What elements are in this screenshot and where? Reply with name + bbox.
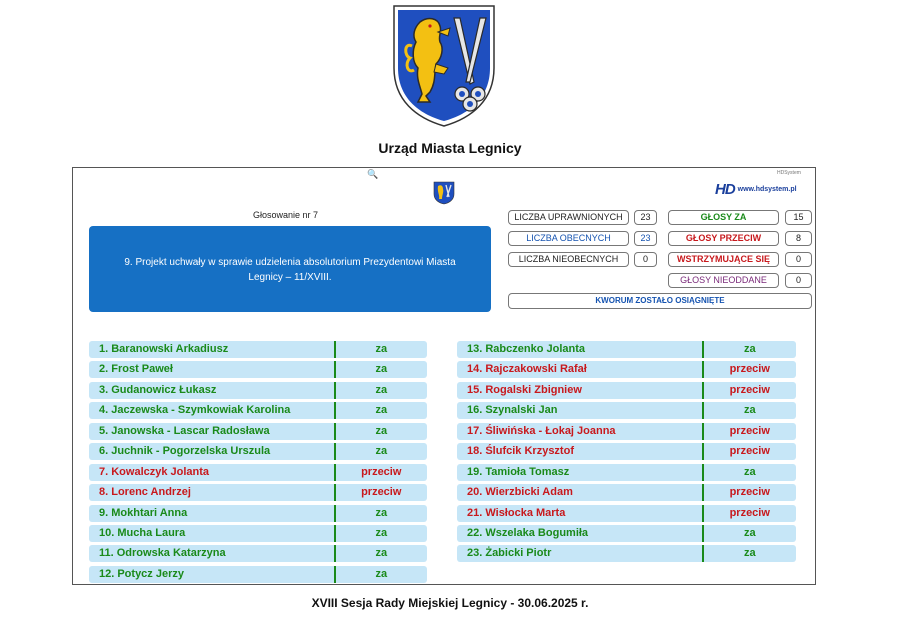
councillor-name: 10. Mucha Laura — [99, 526, 186, 539]
page-title: Urząd Miasta Legnicy — [378, 140, 522, 156]
vote-number-label: Głosowanie nr 7 — [253, 210, 319, 220]
stat-obecnych-value: 23 — [634, 231, 657, 246]
hd-logo-url: www.hdsystem.pl — [737, 186, 797, 193]
councillor-name: 6. Juchnik - Pogorzelska Urszula — [99, 445, 271, 458]
vote-value: za — [375, 445, 388, 458]
stat-przeciw-label: GŁOSY PRZECIW — [668, 231, 779, 246]
vote-row — [89, 505, 427, 522]
vote-row — [457, 423, 796, 440]
vote-value: przeciw — [729, 383, 770, 396]
vote-row — [89, 484, 427, 501]
councillor-name: 4. Jaczewska - Szymkowiak Karolina — [99, 404, 291, 417]
stat-wstrzymujace-label: WSTRZYMUJĄCE SIĘ — [668, 252, 779, 267]
vote-value: przeciw — [361, 465, 402, 478]
councillor-name: 16. Szynalski Jan — [467, 404, 558, 417]
vote-row — [457, 402, 796, 419]
vote-value: za — [375, 506, 388, 519]
vote-row — [89, 566, 427, 583]
vote-row — [89, 443, 427, 460]
stat-nieobecnych-value: 0 — [634, 252, 657, 267]
councillor-name: 9. Mokhtari Anna — [99, 506, 188, 519]
councillor-name: 14. Rajczakowski Rafał — [467, 363, 587, 376]
vote-value: za — [743, 465, 756, 478]
stat-nieoddane-value: 0 — [785, 273, 812, 288]
stat-za-label: GŁOSY ZA — [668, 210, 779, 225]
vote-value: przeciw — [729, 424, 770, 437]
vote-value: za — [375, 363, 388, 376]
vote-row — [89, 341, 427, 358]
vote-value: przeciw — [729, 486, 770, 499]
vote-value: przeciw — [361, 486, 402, 499]
voting-board — [72, 167, 816, 585]
councillor-name: 23. Żabicki Piotr — [467, 547, 552, 560]
vote-value: za — [743, 404, 756, 417]
hdsystem-logo — [715, 181, 797, 198]
councillors-list-left — [89, 341, 427, 586]
councillor-name: 8. Lorenc Andrzej — [99, 486, 191, 499]
councillor-name: 12. Potycz Jerzy — [99, 567, 184, 580]
vote-row — [457, 464, 796, 481]
vote-value: za — [375, 424, 388, 437]
vote-value: za — [375, 526, 388, 539]
councillor-name: 13. Rabczenko Jolanta — [467, 343, 585, 355]
councillor-name: 1. Baranowski Arkadiusz — [99, 343, 229, 355]
vote-row — [457, 361, 796, 378]
vote-value: przeciw — [729, 363, 770, 376]
vote-value: za — [743, 343, 756, 355]
councillor-name: 3. Gudanowicz Łukasz — [99, 383, 217, 396]
councillor-name: 18. Ślufcik Krzysztof — [467, 445, 574, 458]
vote-row — [89, 464, 427, 481]
councillor-name: 22. Wszelaka Bogumiła — [467, 526, 589, 539]
stat-uprawnionych-value: 23 — [634, 210, 657, 225]
stat-wstrzymujace-value: 0 — [785, 252, 812, 267]
quorum-status: KWORUM ZOSTAŁO OSIĄGNIĘTE — [508, 293, 812, 309]
vote-row — [457, 525, 796, 542]
stat-obecnych-label: LICZBA OBECNYCH — [508, 231, 629, 246]
vote-value: przeciw — [729, 506, 770, 519]
vote-row — [89, 545, 427, 562]
city-crest-logo — [390, 2, 498, 128]
councillor-name: 17. Śliwińska - Łokaj Joanna — [467, 424, 616, 437]
vote-value: za — [375, 383, 388, 396]
vote-value: za — [743, 526, 756, 539]
stat-za-value: 15 — [785, 210, 812, 225]
vote-row — [89, 361, 427, 378]
magnifier-icon: 🔍 — [367, 169, 379, 179]
councillor-name: 20. Wierzbicki Adam — [467, 486, 573, 499]
vote-row — [89, 402, 427, 419]
vote-row — [457, 443, 796, 460]
vote-row — [457, 341, 796, 358]
councillors-list-right — [457, 341, 796, 566]
vote-row — [457, 484, 796, 501]
hd-logo-mark: HD — [715, 181, 735, 198]
stat-nieobecnych-label: LICZBA NIEOBECNYCH — [508, 252, 629, 267]
vote-row — [457, 382, 796, 399]
councillor-name: 15. Rogalski Zbigniew — [467, 383, 582, 396]
vote-value: za — [743, 547, 756, 560]
vote-row — [89, 525, 427, 542]
councillor-name: 5. Janowska - Lascar Radosława — [99, 424, 270, 437]
vote-value: za — [375, 547, 388, 560]
hdsystem-caption: HDSystem — [777, 170, 801, 176]
councillor-name: 11. Odrowska Katarzyna — [99, 547, 226, 560]
session-footer: XVIII Sesja Rady Miejskiej Legnicy - 30.06.2025 r. — [311, 596, 589, 610]
resolution-topic-text: 9. Projekt uchwały w sprawie udzielenia absolutorium Prezydentowi Miasta Legnicy – 11/XVIII. — [124, 257, 456, 283]
councillor-name: 21. Wisłocka Marta — [467, 506, 566, 519]
vote-value: za — [375, 404, 388, 417]
resolution-topic-panel — [89, 226, 491, 312]
stat-nieoddane-label: GŁOSY NIEODDANE — [668, 273, 779, 288]
councillor-name: 2. Frost Paweł — [99, 363, 173, 376]
vote-row — [457, 545, 796, 562]
councillor-name: 19. Tamioła Tomasz — [467, 465, 570, 478]
stat-przeciw-value: 8 — [785, 231, 812, 246]
small-crest-icon — [433, 181, 455, 205]
vote-row — [457, 505, 796, 522]
vote-value: przeciw — [729, 445, 770, 458]
councillor-name: 7. Kowalczyk Jolanta — [99, 465, 210, 478]
vote-row — [89, 382, 427, 399]
vote-value: za — [375, 343, 388, 355]
vote-value: za — [375, 567, 388, 580]
vote-row — [89, 423, 427, 440]
stat-uprawnionych-label: LICZBA UPRAWNIONYCH — [508, 210, 629, 225]
